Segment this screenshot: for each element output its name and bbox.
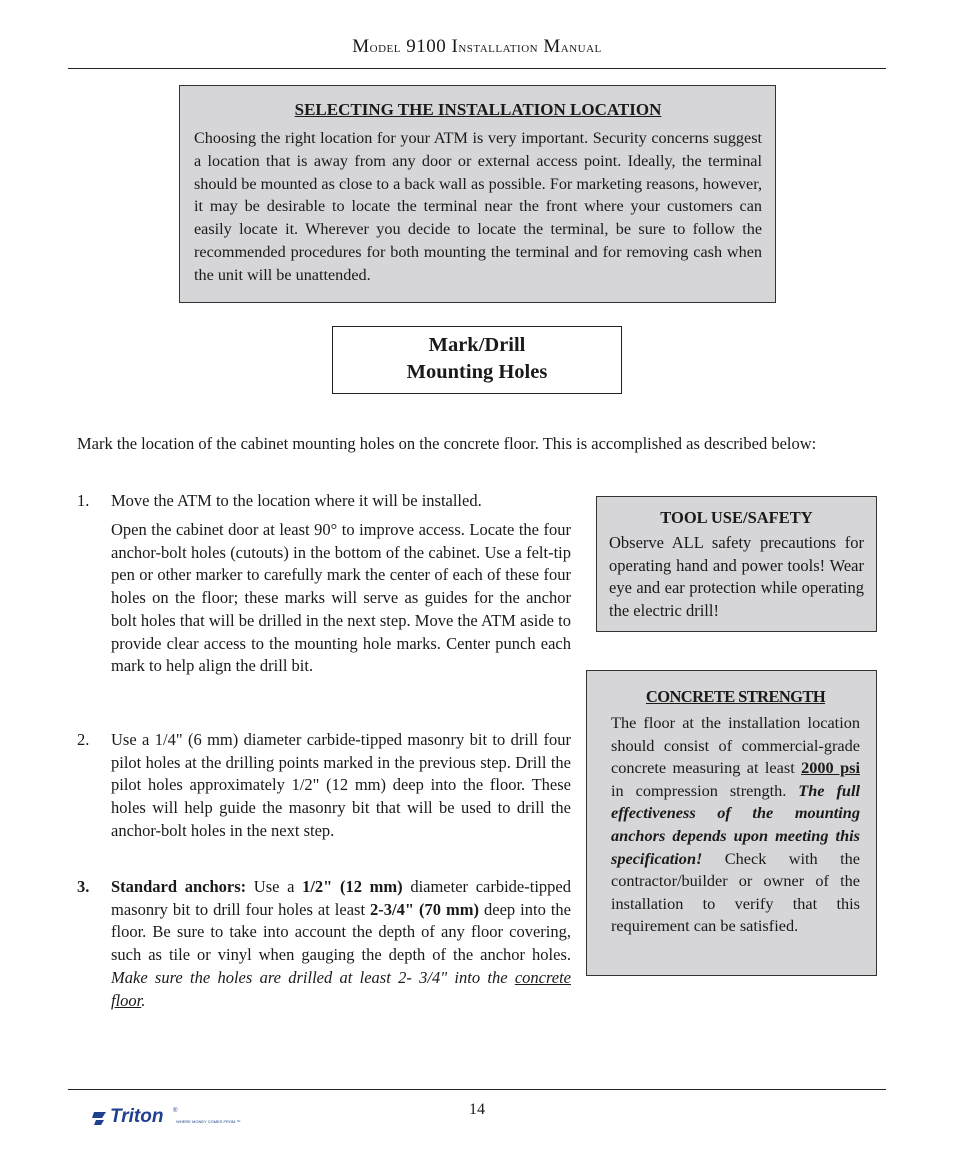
triton-logo: [90, 1106, 260, 1140]
header-rule: [68, 68, 886, 69]
step-3-number: 3.: [77, 877, 90, 896]
page-number: 14: [469, 1101, 485, 1118]
tool-safety-text: Observe ALL safety precautions for operating hand and power tools! Wear eye and ear protection while operating the electric drill!: [609, 533, 864, 620]
step-3-note: Make sure the holes are drilled at least 2- 3/4" into the concrete floor.: [111, 967, 571, 1010]
step-1-text: Open the cabinet door at least 90° to improve access. Locate the four anchor-bolt holes (cutouts) in the bottom of the cabinet. Use a felt-tip pen or other marker to carefully mark the center of each of these four holes on the floor; these marks will serve as guides for the anchor bolt holes that will be drilled in the next step. Move the ATM aside to provide clear access to the mounting hole marks. Center punch each mark to help align the drill bit.: [111, 520, 571, 676]
header-title: Model 9100 Installation Manual: [352, 36, 602, 57]
footer-rule: [68, 1089, 886, 1090]
concrete-strength-box: [586, 670, 877, 976]
psi-value: 2000 psi: [801, 758, 860, 778]
section-title-box: [332, 326, 622, 394]
concrete-strength-text: The floor at the installation location should consist of commercial-grade concrete measuring at least 2000 psi in compression strength. The full effectiveness of the mounting anchors depends upon meeting this specification! Check with the contractor/builder or owner of the installation to verify that this requirement can be satisfied.: [611, 713, 860, 936]
section-title-line2: Mounting Holes: [406, 361, 548, 383]
step-1-number: 1.: [77, 491, 90, 510]
concrete-strength-title: CONCRETE STRENGTH: [645, 687, 826, 706]
logo-tagline: WHERE MONEY COMES FROM.™: [176, 1119, 241, 1124]
step-1-lead: Move the ATM to the location where it will be installed.: [111, 491, 482, 510]
section-title-line1: Mark/Drill: [428, 334, 526, 356]
selecting-location-box: [179, 85, 776, 303]
effectiveness-warning: The full effectiveness of the mounting anchors depends upon meeting this specification!: [611, 780, 860, 868]
step-2-text: Use a 1/4" (6 mm) diameter carbide-tipped masonry bit to drill four pilot holes at the drilling points marked in the previous step. Drill the pilot holes approximately 1/2" (12 mm) deep into the floor. These holes will help guide the masonry bit that will be used to drill the anchor-bolt holes in the next step.: [111, 730, 571, 840]
intro-paragraph: Mark the location of the cabinet mounting holes on the concrete floor. This is accomplished as described below:: [77, 434, 817, 453]
logo-wordmark: Triton: [110, 1106, 164, 1127]
tool-safety-box: [596, 496, 877, 632]
step-3-text: Standard anchors: Use a 1/2" (12 mm) diameter carbide-tipped masonry bit to drill four holes at least 2-3/4" (70 mm) deep into the floor. Be sure to take into account the depth of any floor covering, such as tile or vinyl when gauging the depth of the anchor holes. Make sure the holes are drilled at least 2- 3/4" into the concrete floor.: [111, 877, 571, 1010]
logo-registered-mark: ®: [173, 1108, 178, 1114]
document-header: [0, 36, 954, 58]
selecting-location-title: SELECTING THE INSTALLATION LOCATION: [294, 100, 662, 119]
step-2-number: 2.: [77, 730, 90, 749]
selecting-location-text: Choosing the right location for your ATM is very important. Security concerns suggest a location that is away from any door or external access point. Ideally, the terminal should be mounted as close to a back wall as possible. For marketing reasons, however, it may be desirable to locate the terminal near the front where your customers can easily locate it. Wherever you decide to locate the terminal, be sure to follow the recommended procedures for both mounting the terminal and for removing cash when the unit will be unattended.: [194, 129, 762, 284]
step-3-label: Standard anchors:: [111, 877, 247, 896]
tool-safety-title: TOOL USE/SAFETY: [660, 508, 813, 527]
